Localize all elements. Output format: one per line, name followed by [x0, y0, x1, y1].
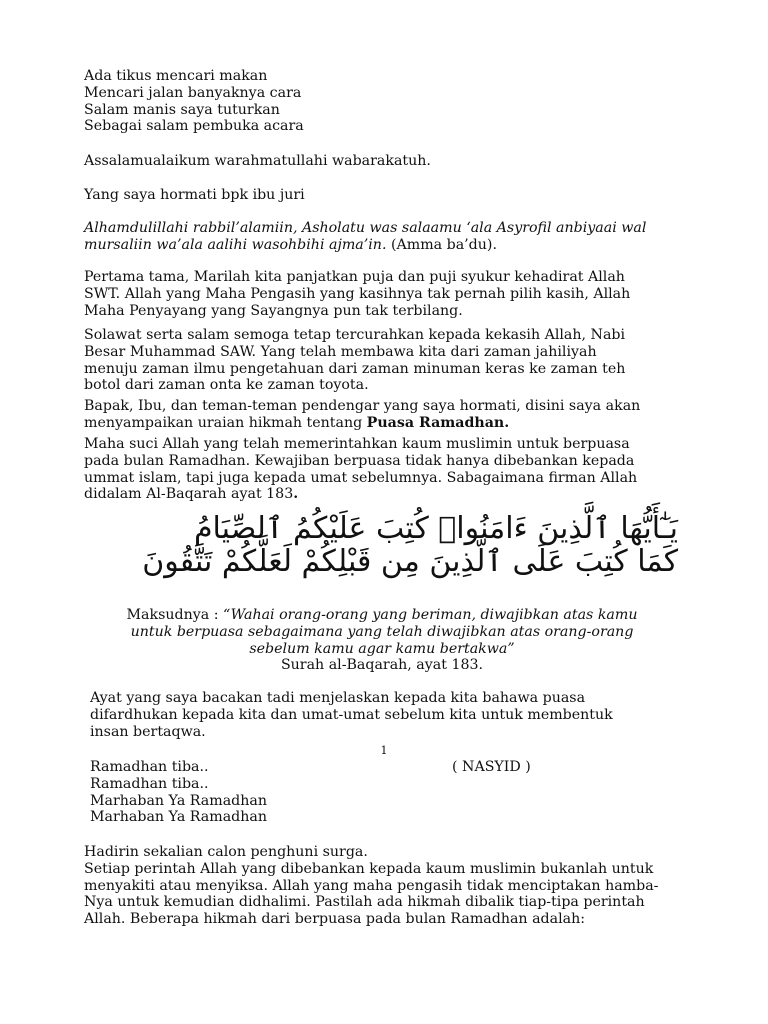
nasyid-line: Marhaban Ya Ramadhan — [90, 792, 267, 809]
nasyid-lyrics — [90, 759, 686, 826]
paragraph-line: Allah. Beberapa hikmah dari berpuasa pada bulan Ramadhan adalah: — [84, 911, 585, 928]
bapak-paragraph — [84, 398, 680, 432]
paragraph-line: Ayat yang saya bacakan tadi menjelaskan kepada kita bahawa puasa — [90, 690, 586, 706]
nasyid-line: Ramadhan tiba.. — [90, 759, 209, 775]
pantun-line: Salam manis saya tuturkan — [84, 101, 280, 118]
paragraph-line: insan bertaqwa. — [90, 723, 206, 740]
nasyid-line: Marhaban Ya Ramadhan — [90, 809, 267, 826]
hadirin-paragraph — [84, 844, 680, 928]
pantun-line: Mencari jalan banyaknya cara — [84, 84, 302, 101]
arabic-verse-line-1: يَـٰٓأَيُّهَا ٱلَّذِينَ ءَامَنُوا۟ كُتِبَ عَلَيْكُمُ ٱلصِّيَامُ — [193, 511, 678, 546]
amma-badu: (Amma ba’du). — [386, 236, 497, 253]
paragraph-line: Bapak, Ibu, dan teman-teman pendengar yang saya hormati, disini saya akan — [84, 398, 641, 414]
pertama-paragraph — [84, 269, 680, 319]
hormat-line: Yang saya hormati bpk ibu juri — [84, 187, 305, 203]
verse-source: Surah al-Baqarah, ayat 183. — [280, 657, 484, 674]
pantun-line: Ada tikus mencari makan — [84, 68, 268, 84]
paragraph-line: Maha suci Allah yang telah memerintahkan kaum muslimin untuk berpuasa — [84, 436, 630, 452]
translation-line: sebelum kamu agar kamu bertakwa” — [249, 640, 515, 657]
paragraph-line: Pertama tama, Marilah kita panjatkan puja dan puji syukur kehadirat Allah — [84, 269, 625, 285]
paragraph-line: difardhukan kepada kita dan umat-umat sebelum kita untuk membentuk — [90, 706, 613, 723]
bold-period: . — [293, 486, 299, 503]
paragraph-line: didalam Al-Baqarah ayat 183 — [84, 486, 294, 503]
salam-line: Assalamualaikum warahmatullahi wabarakatuh. — [84, 153, 431, 169]
paragraph-line: Nya untuk kemudian didhalimi. Pastilah ada hikmah dibalik tiap-tipa perintah — [84, 894, 645, 911]
page-number: 1 — [380, 744, 388, 757]
paragraph-line: Besar Muhammad SAW. Yang telah membawa kita dari zaman jahiliyah — [84, 343, 597, 360]
paragraph-line: pada bulan Ramadhan. Kewajiban berpuasa tidak hanya dibebankan kepada — [84, 452, 635, 469]
paragraph-line: ummat islam, tapi juga kepada umat sebelumnya. Sabagaimana firman Allah — [84, 469, 638, 486]
hamdalah-paragraph — [84, 220, 680, 254]
maha-suci-paragraph — [84, 436, 680, 503]
nasyid-label: ( NASYID ) — [452, 759, 531, 775]
paragraph-line: SWT. Allah yang Maha Pengasih yang kasihnya tak pernah pilih kasih, Allah — [84, 285, 631, 302]
paragraph-line: Setiap perintah Allah yang dibebankan kepada kaum muslimin bukanlah untuk — [84, 860, 654, 877]
topic-title: Puasa Ramadhan. — [366, 414, 510, 431]
paragraph-line: Hadirin sekalian calon penghuni surga. — [84, 844, 368, 860]
pantun-line: Sebagai salam pembuka acara — [84, 118, 304, 135]
arabic-verse-line-2: كَمَا كُتِبَ عَلَى ٱلَّذِينَ مِن قَبْلِكُمْ لَعَلَّكُمْ تَتَّقُونَ — [142, 544, 678, 579]
paragraph-line: menyakiti atau menyiksa. Allah yang maha pengasih tidak menciptakan hamba- — [84, 877, 659, 894]
solawat-paragraph — [84, 327, 680, 394]
translation-line: untuk berpuasa sebagaimana yang telah diwajibkan atas orang-orang — [130, 623, 634, 640]
paragraph-line: botol dari zaman onta ke zaman toyota. — [84, 377, 369, 394]
maksudnya-block — [84, 607, 680, 674]
translation-line: “Wahai orang-orang yang beriman, diwajibkan atas kamu — [223, 607, 638, 623]
nasyid-line: Ramadhan tiba.. — [90, 775, 209, 792]
paragraph-line: Maha Penyayang yang Sayangnya pun tak terbilang. — [84, 302, 463, 319]
paragraph-line: menuju zaman ilmu pengetahuan dari zaman minuman keras ke zaman teh — [84, 360, 626, 377]
paragraph-line: Solawat serta salam semoga tetap tercurahkan kepada kekasih Allah, Nabi — [84, 327, 626, 343]
paragraph-line: menyampaikan uraian hikmah tentang — [84, 414, 367, 431]
hamdalah-line-italic: mursaliin wa’ala aalihi wasohbihi ajma’in. — [84, 236, 387, 253]
maksudnya-label: Maksudnya : — [126, 607, 223, 623]
hamdalah-line: Alhamdulillahi rabbil’alamiin, Asholatu was salaamu ‘ala Asyrofil anbiyaai wal — [84, 220, 647, 236]
pantun-block — [84, 68, 680, 135]
ayat-paragraph — [90, 690, 638, 740]
